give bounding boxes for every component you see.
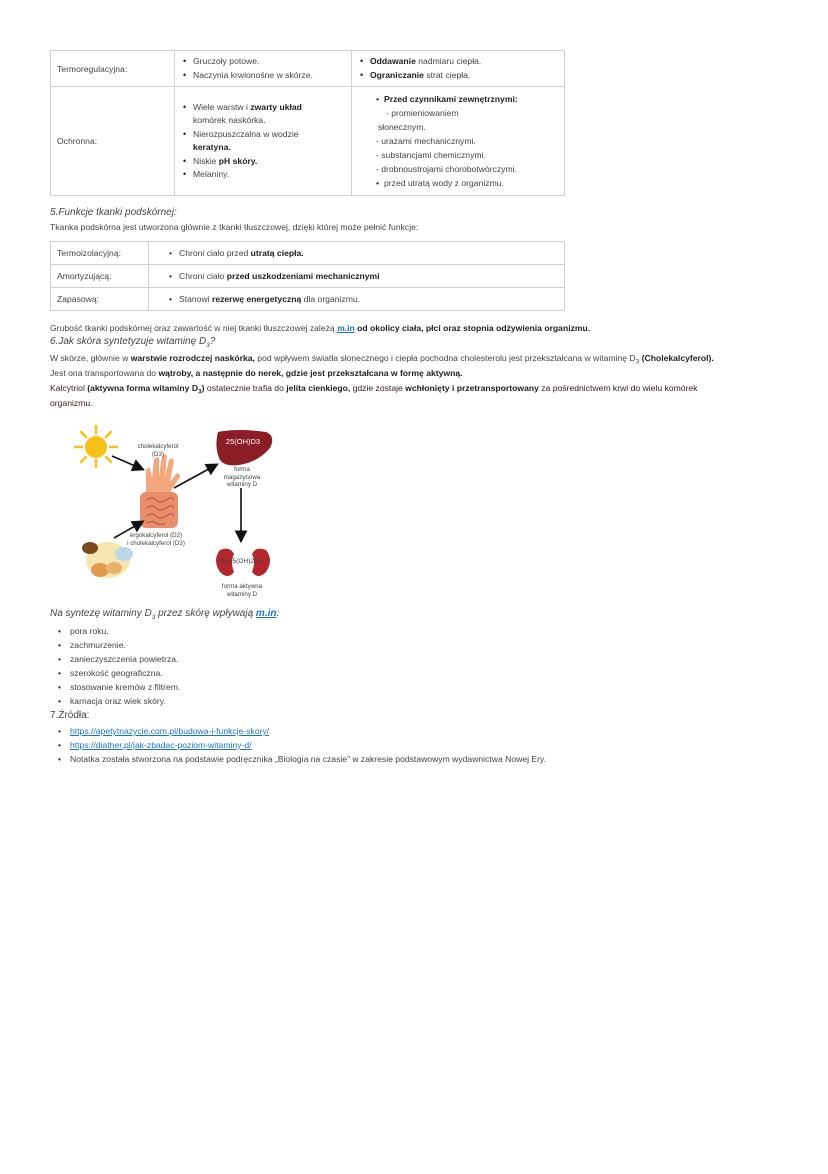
- function-name: Termoregulacyjna:: [51, 51, 175, 87]
- sources-list: [58, 724, 546, 766]
- source-link[interactable]: https://apetytnazycie.com.pl/budowa-i-funkcje-skory/: [70, 726, 270, 736]
- list-item: słonecznym.: [378, 122, 426, 132]
- label-cholekalcyferol: cholekalcyferol (D3): [137, 443, 179, 458]
- table-row: [51, 265, 565, 288]
- subcutaneous-functions-table: [50, 241, 565, 311]
- list-item: • Ograniczanie strat ciepła.: [370, 69, 560, 83]
- paragraph: Kalcytriol (aktywna forma witaminy $D_3$) ostatecznie trafia do jelita cienkiego, gdzie zostaje wchłonięty i przetransportowany za pośrednictwem krwi do wielu komórek: [50, 383, 698, 396]
- list-item: • Oddawanie nadmiaru ciepła.: [370, 55, 560, 69]
- link[interactable]: m.in: [337, 323, 355, 333]
- skin-functions-table: [50, 50, 565, 196]
- label-25ohd3: 25(OH)D3: [225, 437, 261, 446]
- list-item: - substancjami chemicznymi.: [376, 150, 486, 160]
- section-heading: Na syntezę witaminy $D_3$ przez skórę wpływają m.in:: [50, 608, 280, 621]
- list-item: • zachmurzenie.: [58, 638, 180, 652]
- list-item: • zanieczyszczenia powietrza.: [58, 652, 180, 666]
- liver-icon: [216, 430, 272, 465]
- paragraph: Jest ona transportowana do wątroby, a następnie do nerek, gdzie jest przekształcana w formę aktywną.: [50, 368, 463, 378]
- list-item: - promieniowaniem: [386, 108, 459, 118]
- structures-cell: [175, 51, 352, 87]
- section-heading: 6.Jak skóra syntetyzuje witaminę $D_3$?: [50, 336, 216, 349]
- list-item: - drobnoustrojami chorobotwórczymi.: [376, 164, 517, 174]
- paragraph: W skórze, głównie w warstwie rozrodczej naskórka, pod wpływem światła słonecznego i ciepła pochodna cholesterolu jest przekształcana w witaminę $D_3$ (Cholekalcyferol).: [50, 353, 714, 366]
- hand-icon: [146, 455, 180, 493]
- list-item: [58, 738, 546, 752]
- list-item: • Niskie pH skóry.: [193, 155, 347, 169]
- source-link[interactable]: https://diather.pl/jak-zbadac-poziom-witaminy-d/: [70, 740, 252, 750]
- list-item: • Melaniny.: [193, 168, 347, 182]
- paragraph: organizmu.: [50, 398, 93, 408]
- label-active-metabolite: 1α,25(OH)2D3: [219, 558, 263, 565]
- label-active-form: forma aktywna witaminy D: [221, 583, 263, 598]
- function-description: • Chroni ciało przed uszkodzeniami mechanicznymi: [149, 265, 565, 288]
- list-item: • przed utratą wody z organizmu.: [372, 176, 560, 190]
- list-item: • Nierozpuszczalna w wodzie: [193, 128, 347, 142]
- list-item: • stosowanie kremów z filtrem.: [58, 680, 180, 694]
- list-item: komórek naskórka.: [193, 115, 266, 125]
- function-description: • Stanowi rezerwę energetyczną dla organizmu.: [149, 288, 565, 311]
- list-item: • Wiele warstw i zwarty układ: [193, 101, 347, 115]
- list-item: • karnacja oraz wiek skóry.: [58, 694, 180, 708]
- function-name: Zapasową:: [51, 288, 149, 311]
- link[interactable]: m.in: [255, 608, 277, 619]
- intestine-icon: [140, 492, 178, 528]
- factors-list: [58, 624, 180, 708]
- list-item: • szerokość geograficzna.: [58, 666, 180, 680]
- list-item: • pora roku.: [58, 624, 180, 638]
- list-item: keratyna.: [193, 142, 231, 152]
- function-description: • Chroni ciało przed utratą ciepła.: [149, 242, 565, 265]
- table-row: [51, 288, 565, 311]
- table-row: [51, 242, 565, 265]
- section-heading: 5.Funkcje tkanki podskórnej:: [50, 207, 177, 218]
- functions-cell: [352, 87, 565, 196]
- paragraph: Tkanka podskórna jest utworzona głównie z tkanki tłuszczowej, dzięki której może pełnić funkcje:: [50, 222, 419, 232]
- label-ergokalcyferol: ergokalcyferol (D2) i cholekalcyferol (D3): [127, 532, 185, 547]
- list-item: • Przed czynnikami zewnętrznymi:: [372, 92, 560, 106]
- list-item: • Naczynia krwionośne w skórze.: [193, 69, 347, 83]
- vitamin-d-diagram: [68, 420, 288, 605]
- structures-cell: [175, 87, 352, 196]
- paragraph: Grubość tkanki podskórnej oraz zawartość w niej tkanki tłuszczowej zależą m.in od okolicy ciała, płci oraz stopnia odżywienia organizmu.: [50, 323, 591, 333]
- table-row: [51, 51, 565, 87]
- sun-icon: [75, 426, 117, 467]
- list-item: • Gruczoły potowe.: [193, 55, 347, 69]
- function-name: Ochronna:: [51, 87, 175, 196]
- list-item: - urazami mechanicznymi.: [376, 136, 476, 146]
- function-name: Amortyzującą:: [51, 265, 149, 288]
- food-icon: [82, 542, 133, 578]
- function-name: Termoizolacyjną:: [51, 242, 149, 265]
- table-row: [51, 87, 565, 196]
- list-item: • Notatka została stworzona na podstawie podręcznika „Biologia na czasie” w zakresie podstawowym wydawnictwa Nowej Ery.: [58, 752, 546, 766]
- functions-cell: [352, 51, 565, 87]
- section-heading: 7.Źródła:: [50, 710, 90, 721]
- list-item: [58, 724, 546, 738]
- label-storage-form: forma magazynowa witaminy D: [223, 466, 261, 488]
